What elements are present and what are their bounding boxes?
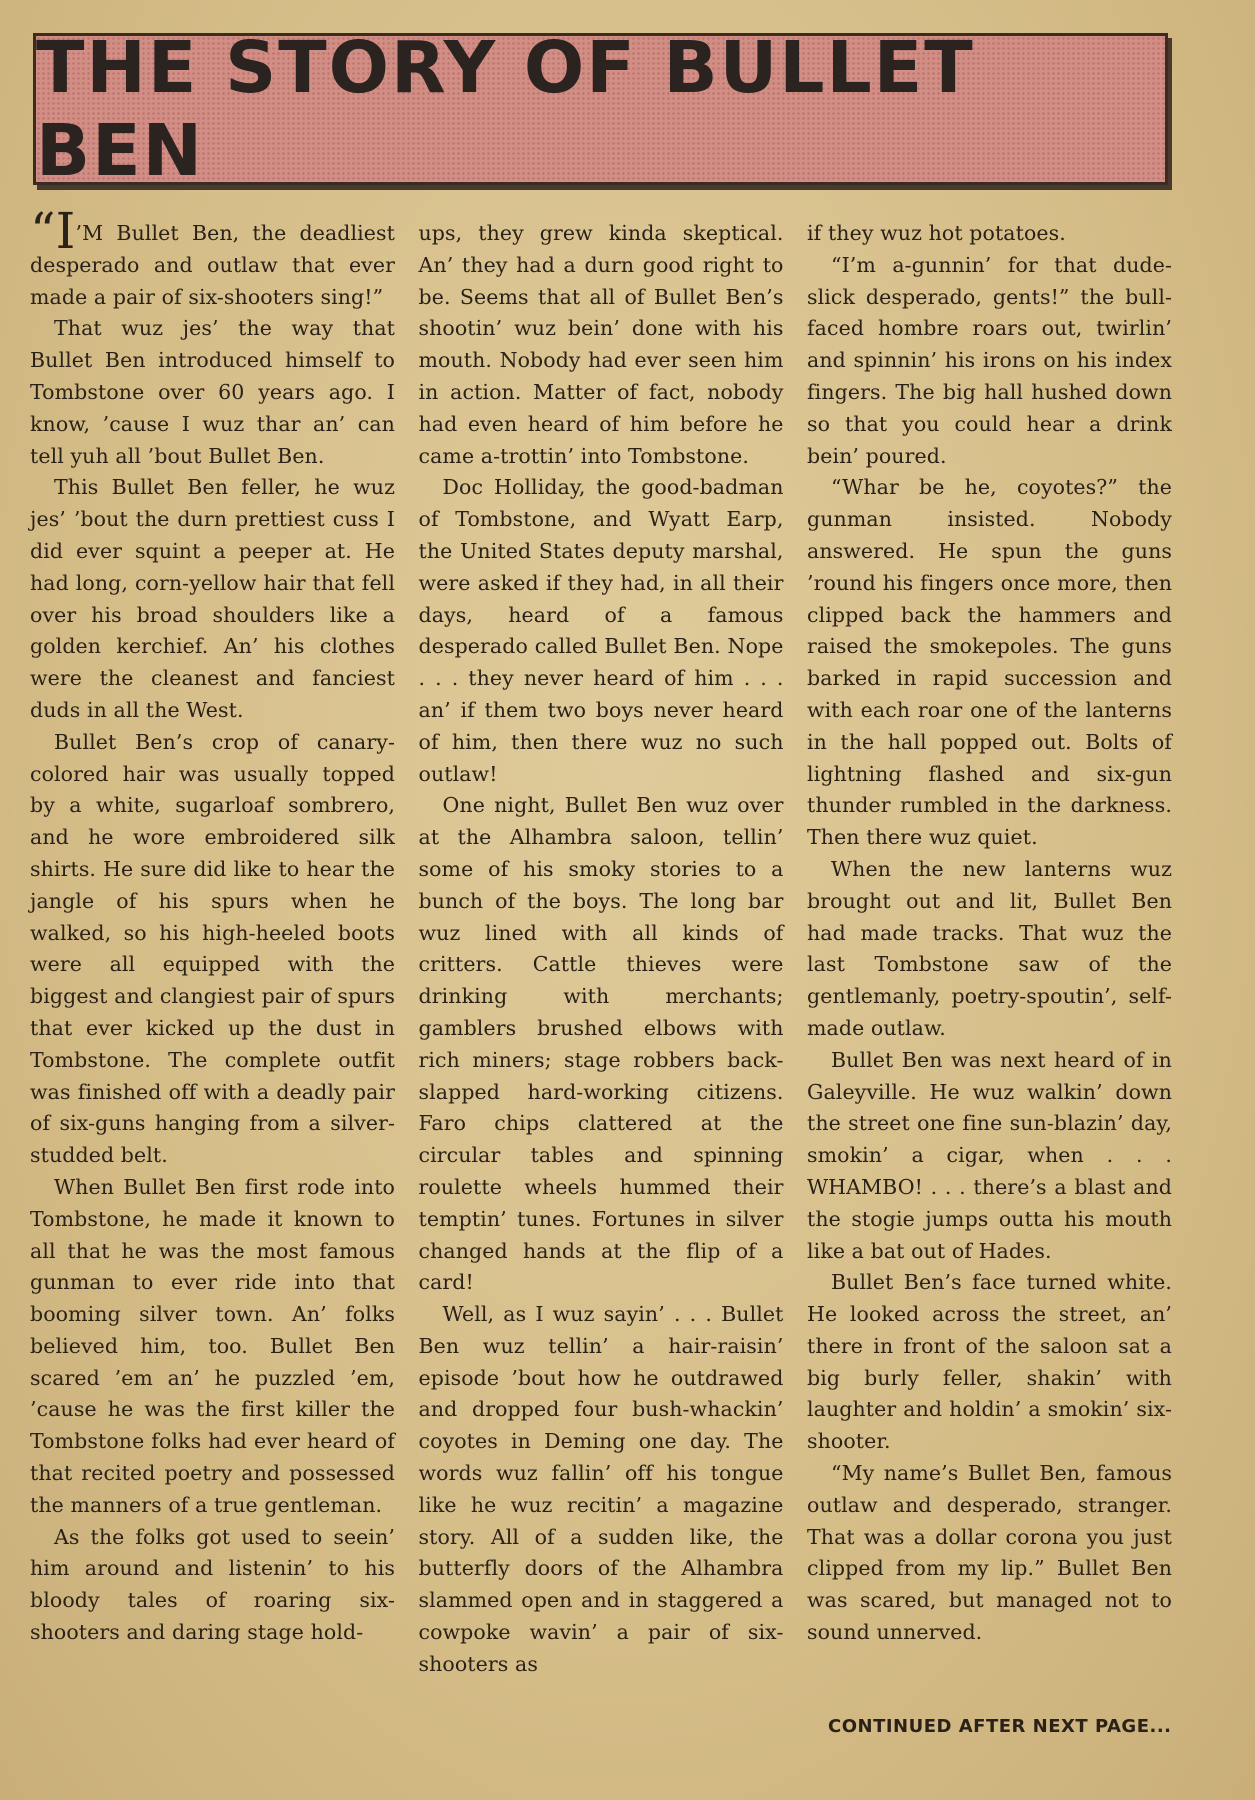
text-columns bbox=[30, 202, 1172, 1681]
paragraph: Bullet Ben was next heard of in Galeyville. He wuz walkin’ down the street one fine sun-blazin’ day, smokin’ a cigar, when . . . WHAMBO! . . . there’s a blast and the stogie jumps outta his mouth like a bat out of Hades. bbox=[807, 1047, 1172, 1263]
paragraph: Doc Holliday, the good-badman of Tombstone, and Wyatt Earp, the United States deputy marshal, were asked if they had, in all their days, heard of a famous desperado called Bullet Ben. Nope . . . they never heard of him . . . an’ if them two boys never heard of him, then there wuz no such outlaw! bbox=[418, 475, 784, 786]
page-title: THE STORY OF BULLET BEN bbox=[36, 26, 975, 192]
paragraph: That wuz jes’ the way that Bullet Ben introduced himself to Tombstone over 60 years ago. I know, ’cause I wuz thar an’ can tell yuh all ’bout Bullet Ben. bbox=[30, 316, 395, 468]
title-banner bbox=[33, 26, 1168, 192]
paragraph: “I’M Bullet Ben, the deadliest desperado and outlaw that ever made a pair of six-shooters sing!” bbox=[30, 202, 395, 309]
paragraph: “My name’s Bullet Ben, famous outlaw and desperado, stranger. That was a dollar corona you just clipped from my lip.” Bullet Ben was scared, but managed not to sound unnerved. bbox=[807, 1461, 1172, 1645]
paragraph: ups, they grew kinda skeptical. An’ they had a durn good right to be. Seems that all of Bullet Ben’s shootin’ wuz bein’ done with his mouth. Nobody had ever seen him in action. Matter of fact, nobody had even heard of him before he came a-trottin’ into Tombstone. bbox=[418, 221, 784, 468]
column-2 bbox=[419, 218, 784, 1681]
column-1 bbox=[30, 202, 395, 1681]
paragraph: Well, as I wuz sayin’ . . . Bullet Ben wuz tellin’ a hair-raisin’ episode ’bout how he outdrawed and dropped four bush-whackin’ coyotes in Deming one day. The words wuz fallin’ off his tongue like he wuz recitin’ a magazine story. All of a sudden like, the butterfly doors of the Alhambra slammed open and in staggered a cowpoke wavin’ a pair of six-shooters as bbox=[418, 1302, 784, 1676]
paragraph: “I’m a-gunnin’ for that dude-slick desperado, gents!” the bull-faced hombre roars out, twirlin’ and spinnin’ his irons on his index fingers. The big hall hushed down so that you could hear a drink bein’ poured. bbox=[807, 252, 1172, 468]
paragraph: Bullet Ben’s face turned white. He looked across the street, an’ there in front of the saloon sat a big burly feller, shakin’ with laughter and holdin’ a smokin’ six-shooter. bbox=[807, 1270, 1172, 1454]
continued-notice: CONTINUED AFTER NEXT PAGE... bbox=[828, 1716, 1172, 1737]
paragraph: When the new lanterns wuz brought out and lit, Bullet Ben had made tracks. That wuz the last Tombstone saw of the gentlemanly, poetry-spoutin’, self-made outlaw. bbox=[807, 856, 1172, 1040]
paragraph: One night, Bullet Ben wuz over at the Alhambra saloon, tellin’ some of his smoky stories to a bunch of the boys. The long bar wuz lined with all kinds of critters. Cattle thieves were drinking with merchants; gamblers brushed elbows with rich miners; stage robbers back-slapped hard-working citizens. Faro chips clattered at the circular tables and spinning roulette wheels hummed their temptin’ tunes. Fortunes in silver changed hands at the flip of a card! bbox=[418, 793, 784, 1295]
paragraph: if they wuz hot potatoes. bbox=[807, 221, 1066, 245]
drop-cap: “I bbox=[30, 202, 76, 260]
paragraph: As the folks got used to seein’ him around and listenin’ to his bloody tales of roaring six-shooters and daring stage hold- bbox=[30, 1524, 395, 1645]
paragraph: “Whar be he, coyotes?” the gunman insisted. Nobody answered. He spun the guns ’round his fingers once more, then clipped back the hammers and raised the smokepoles. The guns barked in rapid succession and with each roar one of the lanterns in the hall popped out. Bolts of lightning flashed and six-gun thunder rumbled in the darkness. Then there wuz quiet. bbox=[807, 475, 1172, 850]
paragraph: This Bullet Ben feller, he wuz jes’ ’bout the durn prettiest cuss I did ever squint a peeper at. He had long, corn-yellow hair that fell over his broad shoulders like a golden kerchief. An’ his clothes were the cleanest and fanciest duds in all the West. bbox=[30, 475, 395, 722]
column-3 bbox=[807, 218, 1172, 1681]
paragraph: Bullet Ben’s crop of canary-colored hair was usually topped by a white, sugarloaf sombrero, and he wore embroidered silk shirts. He sure did like to hear the jangle of his spurs when he walked, so his high-heeled boots were all equipped with the biggest and clangiest pair of spurs that ever kicked up the dust in Tombstone. The complete outfit was finished off with a deadly pair of six-guns hanging from a silver-studded belt. bbox=[30, 729, 395, 1168]
paragraph: When Bullet Ben first rode into Tombstone, he made it known to all that he was the most famous gunman to ever ride into that booming silver town. An’ folks believed him, too. Bullet Ben scared ’em an’ he puzzled ’em, ’cause he was the first killer the Tombstone folks had ever heard of that recited poetry and possessed the manners of a true gentleman. bbox=[30, 1174, 395, 1517]
